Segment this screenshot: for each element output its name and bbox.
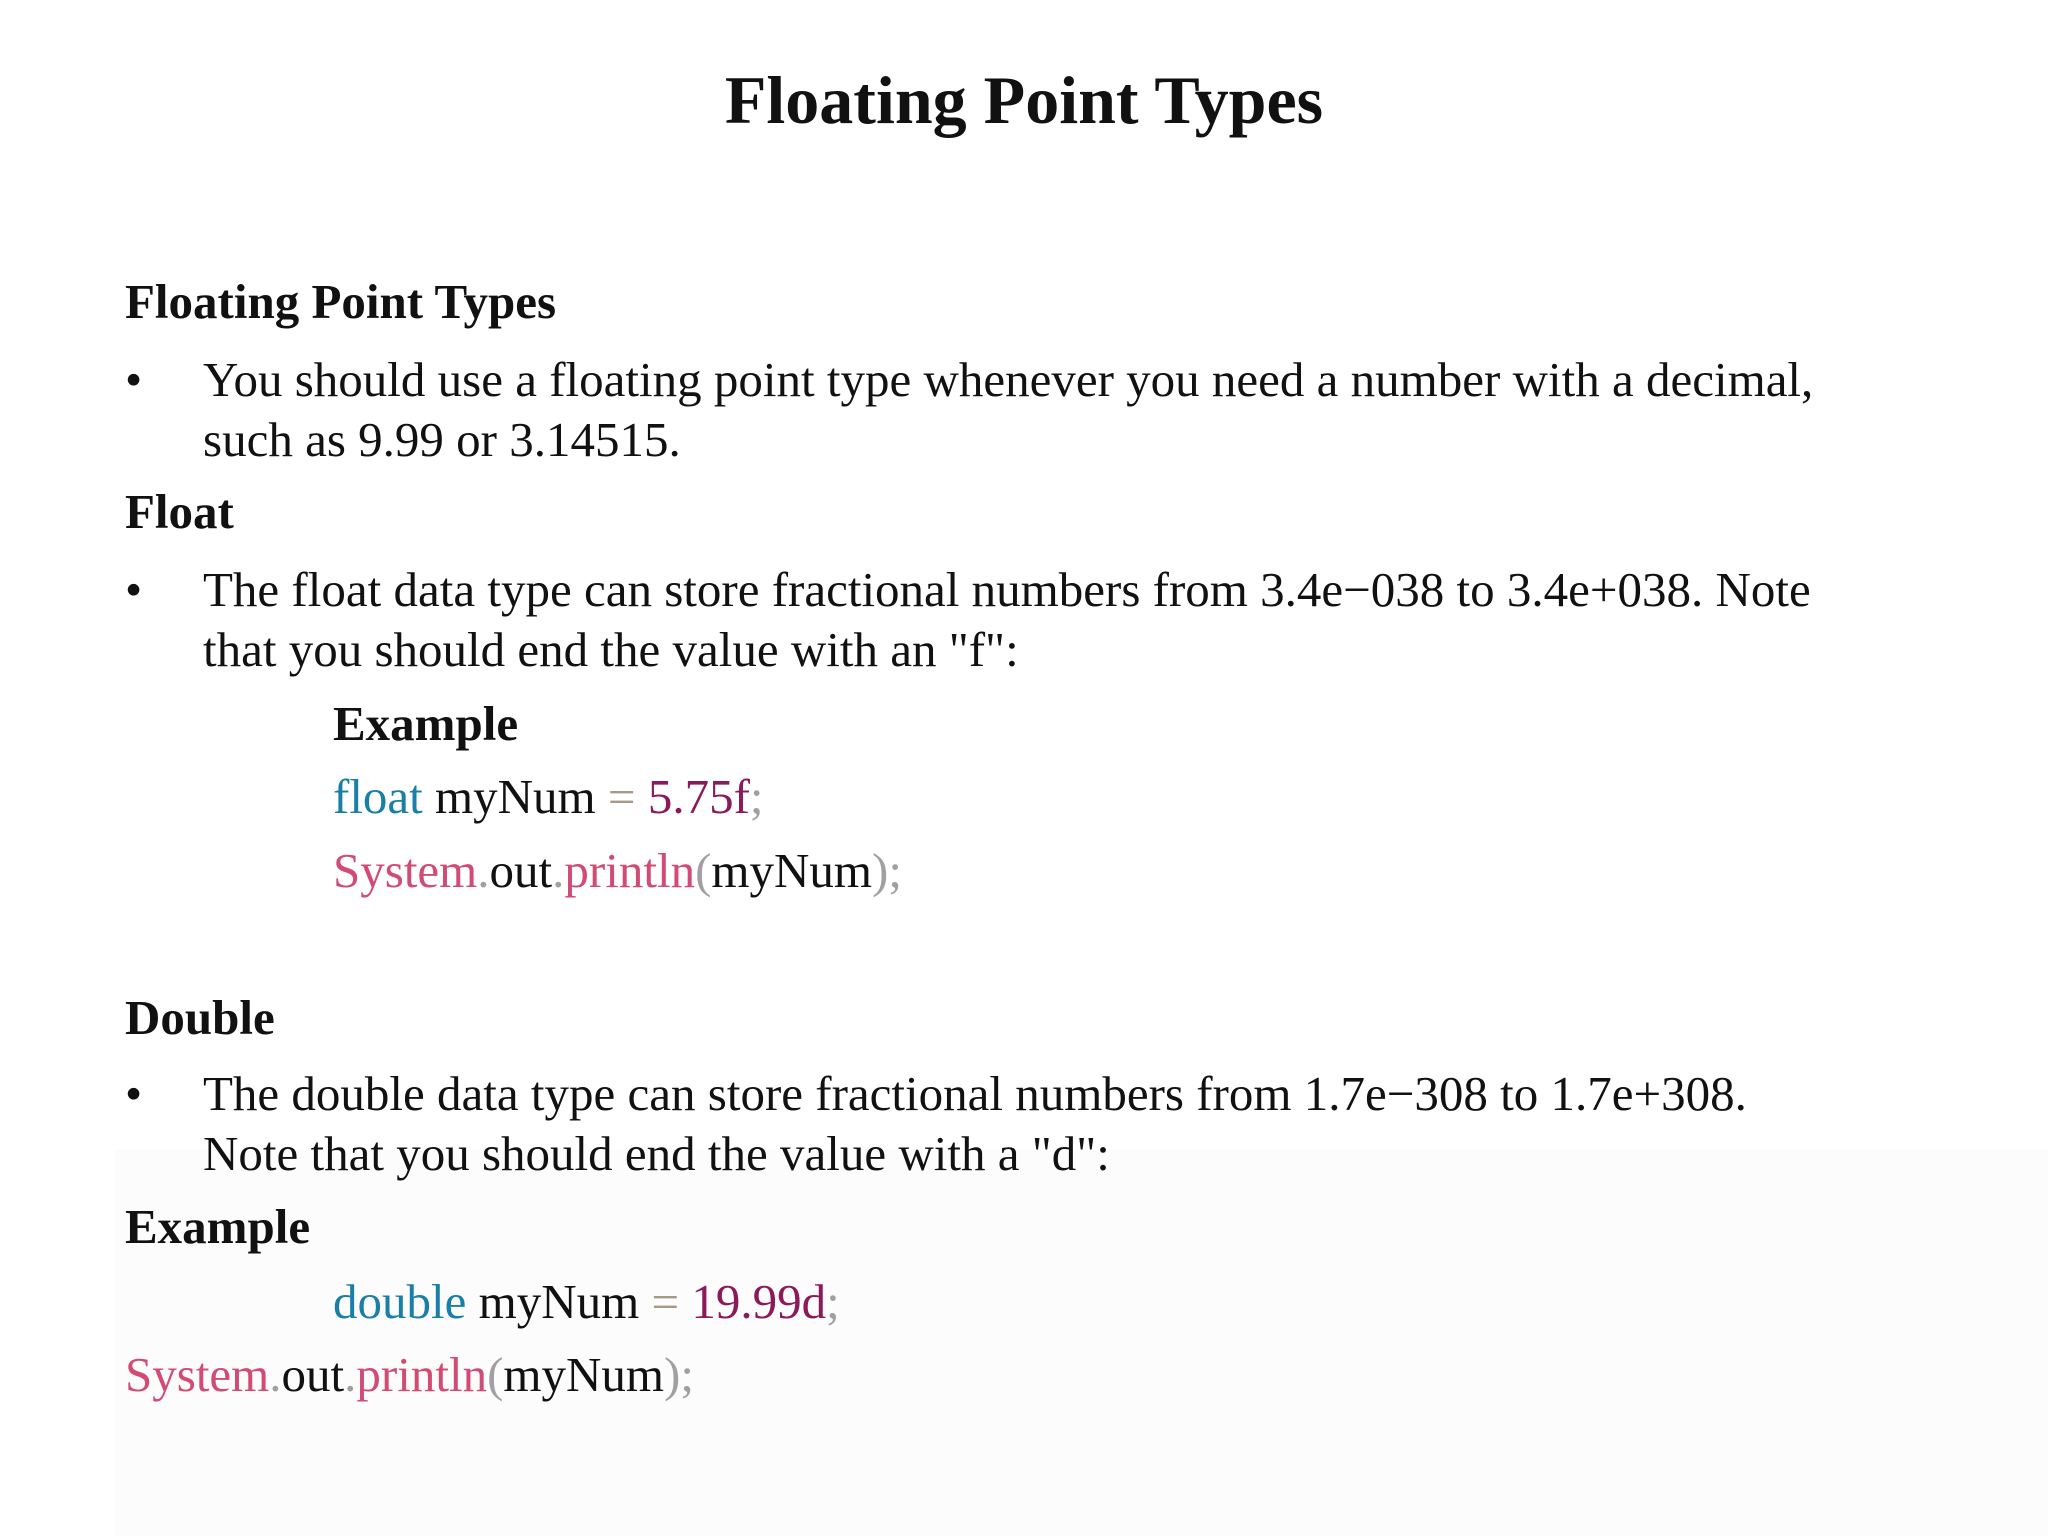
- code-punctuation: );: [872, 843, 902, 898]
- code-punctuation: (: [695, 843, 712, 898]
- code-line-double-print: [125, 1345, 694, 1405]
- example-label-double: Example: [125, 1199, 311, 1254]
- bullet-dot: •: [125, 352, 143, 407]
- code-punctuation: .: [477, 843, 490, 898]
- bullet-text-line: such as 9.99 or 3.14515.: [203, 412, 681, 467]
- code-punctuation: .: [344, 1347, 357, 1402]
- code-operator: =: [651, 1274, 680, 1329]
- code-line-float-print: [333, 841, 902, 901]
- code-line-float-declaration: [333, 767, 764, 827]
- code-line-double-declaration: [333, 1272, 840, 1332]
- code-operator: =: [607, 769, 636, 824]
- slide-title: Floating Point Types: [724, 62, 1324, 138]
- code-method: println: [564, 843, 696, 898]
- example-label-float: Example: [333, 696, 519, 751]
- bullet-text-line: The double data type can store fractional numbers from 1.7e−308 to 1.7e+308.: [203, 1066, 1747, 1121]
- code-identifier: out: [281, 1347, 345, 1402]
- bullet-dot: •: [125, 562, 143, 617]
- code-identifier: myNum: [466, 1274, 652, 1329]
- bullet-text: [203, 350, 2048, 470]
- bullet-text-line: You should use a floating point type whenever you need a number with a decimal,: [203, 352, 1814, 407]
- background-tint: [115, 1150, 2048, 1536]
- code-punctuation: (: [487, 1347, 504, 1402]
- code-method: println: [356, 1347, 488, 1402]
- bullet-float-description: [125, 560, 1925, 680]
- code-identifier: out: [489, 843, 553, 898]
- code-class: System: [125, 1347, 270, 1402]
- bullet-floating-point-usage: [125, 350, 1925, 470]
- bullet-double-description: [125, 1064, 1925, 1184]
- code-identifier: myNum: [422, 769, 608, 824]
- bullet-dot: •: [125, 1066, 143, 1121]
- code-identifier: myNum: [711, 843, 873, 898]
- section-heading-floating-point: Floating Point Types: [125, 274, 557, 329]
- code-keyword: float: [333, 769, 423, 824]
- code-number: 5.75f: [635, 769, 750, 824]
- bullet-text: [203, 560, 2048, 680]
- code-punctuation: ;: [749, 769, 764, 824]
- code-punctuation: .: [552, 843, 565, 898]
- code-keyword: double: [333, 1274, 467, 1329]
- code-identifier: myNum: [503, 1347, 665, 1402]
- bullet-text-line: that you should end the value with an "f":: [203, 622, 1019, 677]
- code-punctuation: );: [664, 1347, 694, 1402]
- code-punctuation: ;: [826, 1274, 840, 1329]
- section-heading-double: Double: [125, 990, 275, 1045]
- code-class: System: [333, 843, 478, 898]
- bullet-text: [203, 1064, 2048, 1184]
- code-number: 19.99d: [679, 1274, 827, 1329]
- bullet-text-line: Note that you should end the value with a "d":: [203, 1126, 1110, 1181]
- section-heading-float: Float: [125, 484, 234, 539]
- bullet-text-line: The float data type can store fractional numbers from 3.4e−038 to 3.4e+038. Note: [203, 562, 1811, 617]
- code-punctuation: .: [269, 1347, 282, 1402]
